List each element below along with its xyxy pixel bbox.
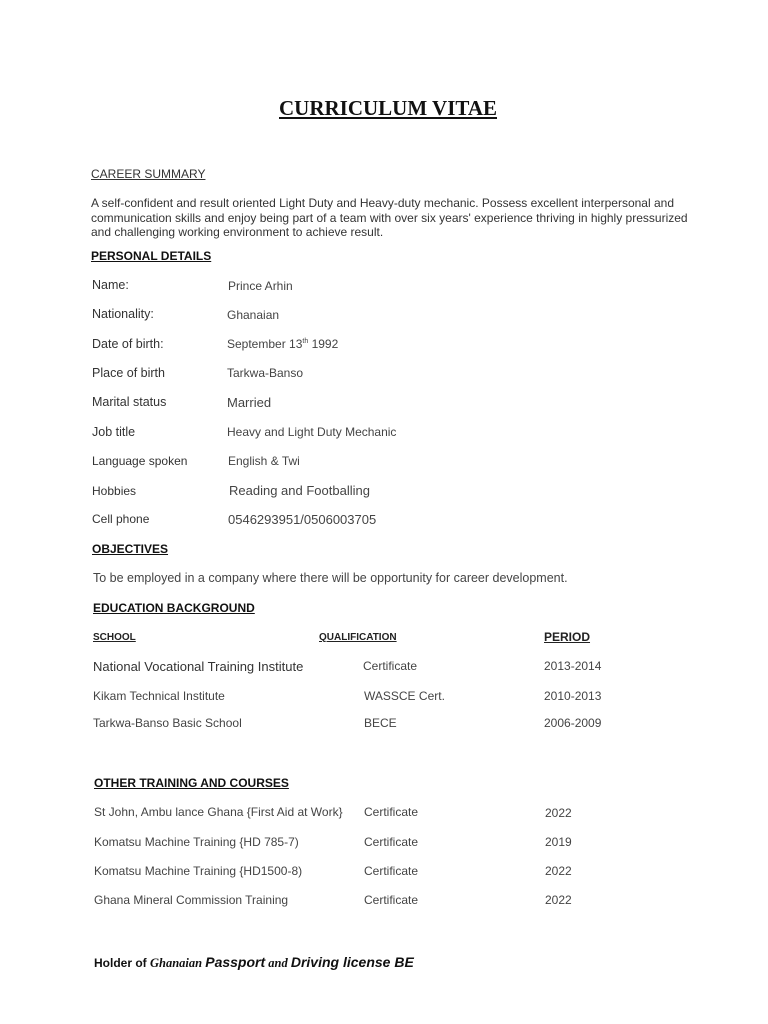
training-qualification: Certificate — [364, 835, 419, 849]
document-title: CURRICULUM VITAE — [279, 96, 497, 120]
education-heading: EDUCATION BACKGROUND — [93, 601, 255, 615]
training-year: 2022 — [545, 893, 572, 907]
personal-label-language: Language spoken — [92, 454, 188, 468]
training-year: 2022 — [545, 806, 572, 820]
personal-value-job-title: Heavy and Light Duty Mechanic — [227, 425, 397, 439]
objectives-heading: OBJECTIVES — [92, 542, 169, 556]
education-school: Kikam Technical Institute — [93, 689, 225, 703]
personal-value-dob — [227, 337, 338, 351]
footer-note — [94, 954, 414, 972]
education-col-qualification: QUALIFICATION — [319, 632, 397, 643]
footer-and: and — [265, 956, 291, 970]
footer-holder-of: Holder of — [94, 956, 150, 970]
education-col-school: SCHOOL — [93, 632, 136, 643]
education-qualification: Certificate — [363, 659, 418, 673]
education-col-period: PERIOD — [544, 630, 591, 644]
training-year: 2022 — [545, 864, 572, 878]
dob-year: 1992 — [308, 337, 339, 351]
career-summary-heading: CAREER SUMMARY — [91, 167, 206, 181]
training-course: Komatsu Machine Training {HD1500-8) — [94, 864, 303, 878]
training-course: St John, Ambu lance Ghana {First Aid at Work} — [94, 805, 343, 819]
personal-label-job-title: Job title — [92, 425, 136, 439]
footer-nationality: Ghanaian — [150, 956, 206, 970]
personal-details-heading: PERSONAL DETAILS — [91, 249, 212, 263]
training-course: Ghana Mineral Commission Training — [94, 893, 289, 907]
dob-ordinal-suffix: th — [302, 338, 309, 345]
career-summary-text: A self-confident and result oriented Light Duty and Heavy-duty mechanic. Possess excellent interpersonal and communication skills and enjoy being part of a team with over six years' experience thriving in highly pressurized and challenging working environment to achieve result. — [91, 196, 688, 239]
personal-label-nationality: Nationality: — [92, 307, 154, 321]
education-period: 2006-2009 — [544, 716, 602, 730]
training-qualification: Certificate — [364, 805, 419, 819]
personal-value-nationality: Ghanaian — [227, 308, 280, 322]
education-period: 2013-2014 — [544, 659, 602, 673]
personal-value-language: English & Twi — [228, 454, 300, 468]
personal-label-name: Name: — [92, 278, 129, 292]
education-qualification: BECE — [364, 716, 397, 730]
training-course: Komatsu Machine Training {HD 785-7) — [94, 835, 299, 849]
personal-value-hobbies: Reading and Footballing — [229, 483, 370, 498]
personal-label-marital-status: Marital status — [92, 395, 167, 409]
personal-label-place-of-birth: Place of birth — [92, 366, 165, 380]
education-school: Tarkwa-Banso Basic School — [93, 716, 242, 730]
personal-value-name: Prince Arhin — [228, 279, 293, 293]
personal-label-hobbies: Hobbies — [92, 484, 137, 498]
training-heading: OTHER TRAINING AND COURSES — [94, 776, 289, 790]
dob-main: September 13 — [227, 337, 303, 351]
personal-value-marital-status: Married — [227, 395, 272, 410]
footer-passport: Passport — [205, 954, 266, 970]
personal-label-cell-phone: Cell phone — [92, 512, 150, 526]
education-period: 2010-2013 — [544, 689, 602, 703]
education-school: National Vocational Training Institute — [93, 659, 304, 674]
training-qualification: Certificate — [364, 893, 419, 907]
education-qualification: WASSCE Cert. — [364, 689, 445, 703]
personal-label-dob: Date of birth: — [92, 337, 164, 351]
objectives-text: To be employed in a company where there will be opportunity for career development. — [93, 571, 568, 585]
personal-value-place-of-birth: Tarkwa-Banso — [227, 366, 304, 380]
training-qualification: Certificate — [364, 864, 419, 878]
footer-driving-license: Driving license BE — [290, 954, 414, 970]
training-year: 2019 — [545, 835, 572, 849]
personal-value-cell-phone: 0546293951/0506003705 — [228, 512, 377, 527]
